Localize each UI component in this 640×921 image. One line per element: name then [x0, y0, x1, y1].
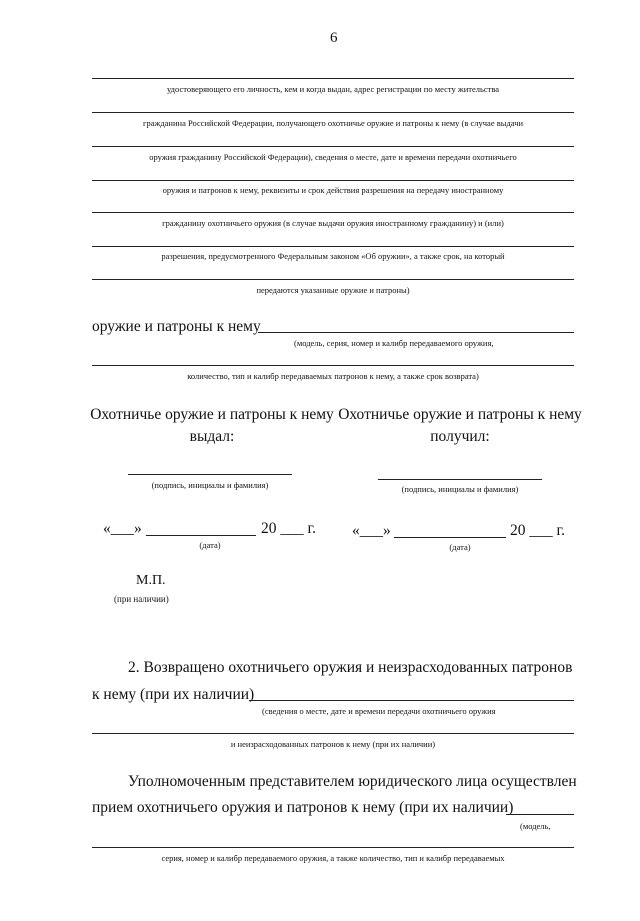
section3-fill-line	[506, 814, 574, 815]
issued-by-heading	[82, 404, 342, 448]
stamp-note: (при наличии)	[114, 594, 169, 604]
blank-line	[92, 112, 574, 113]
receive-date-year: 20 ___ г.	[510, 522, 565, 539]
page-number: 6	[330, 30, 338, 46]
issue-date-day: «___»	[103, 520, 142, 537]
section2-caption2: и неизрасходованных патронов к нему (при их наличии)	[230, 739, 436, 749]
section3-line1: Уполномоченным представителем юридического лица осуществлен	[128, 773, 577, 790]
weapon-caption: (модель, серия, номер и калибр передаваемого оружия,	[294, 338, 494, 348]
blank-line	[92, 180, 574, 181]
caption-line: гражданина Российской Федерации, получающего охотничье оружие и патроны к нему (в случае выдачи	[142, 118, 524, 128]
weapon-label: оружие и патроны к нему	[92, 318, 261, 335]
caption-line: передаются указанные оружие и патроны)	[256, 285, 410, 295]
received-by-line2: получил:	[430, 428, 490, 445]
section2-caption1: (сведения о месте, дате и времени передачи охотничьего оружия	[262, 706, 496, 716]
issuer-signature-line	[128, 474, 292, 475]
weapon-caption-2: количество, тип и калибр передаваемых патронов к нему, а также срок возврата)	[187, 371, 479, 381]
receive-date-month-line	[394, 537, 506, 538]
caption-line: оружия гражданину Российской Федерации), сведения о месте, дате и времени передачи охотничьего	[149, 152, 517, 162]
section2-fill-line	[249, 700, 574, 701]
issuer-signature-caption: (подпись, инициалы и фамилия)	[151, 480, 269, 490]
blank-line	[92, 279, 574, 280]
caption-line: гражданину охотничьего оружия (в случае выдачи оружия иностранному гражданину) и (или)	[162, 218, 504, 228]
blank-line	[92, 847, 574, 848]
receiver-signature-caption: (подпись, инициалы и фамилия)	[401, 484, 519, 494]
issue-date-month-line	[146, 535, 256, 536]
caption-line: оружия и патронов к нему, реквизиты и срок действия разрешения на передачу иностранному	[162, 185, 504, 195]
issued-by-line1: Охотничье оружие и патроны к нему	[90, 406, 334, 423]
stamp-mark: М.П.	[136, 573, 166, 588]
blank-line	[92, 212, 574, 213]
blank-line	[92, 365, 574, 366]
receiver-signature-line	[378, 479, 542, 480]
received-by-heading	[330, 404, 590, 448]
section2-line1: 2. Возвращено охотничьего оружия и неизрасходованных патронов	[128, 659, 573, 676]
blank-line	[92, 146, 574, 147]
section3-caption1: (модель,	[520, 821, 551, 831]
blank-line	[92, 246, 574, 247]
section2-line2: к нему (при их наличии)	[92, 686, 255, 703]
weapon-fill-line	[258, 332, 574, 333]
issue-date-year: 20 ___ г.	[261, 520, 316, 537]
issued-by-line2: выдал:	[189, 428, 235, 445]
receive-date-day: «___»	[352, 522, 391, 539]
caption-line: разрешения, предусмотренного Федеральным законом «Об оружии», а также срок, на который	[161, 251, 505, 261]
section3-caption2: серия, номер и калибр передаваемого оружия, а также количество, тип и калибр передаваемых	[161, 853, 505, 863]
received-by-line1: Охотничье оружие и патроны к нему	[338, 406, 582, 423]
section3-line2: прием охотничьего оружия и патронов к нему (при их наличии)	[92, 799, 514, 816]
caption-line: удостоверяющего его личность, кем и когда выдан, адрес регистрации по месту жительства	[166, 84, 500, 94]
blank-line	[92, 78, 574, 79]
issue-date-caption: (дата)	[199, 540, 221, 550]
blank-line	[92, 733, 574, 734]
receive-date-caption: (дата)	[449, 542, 471, 552]
